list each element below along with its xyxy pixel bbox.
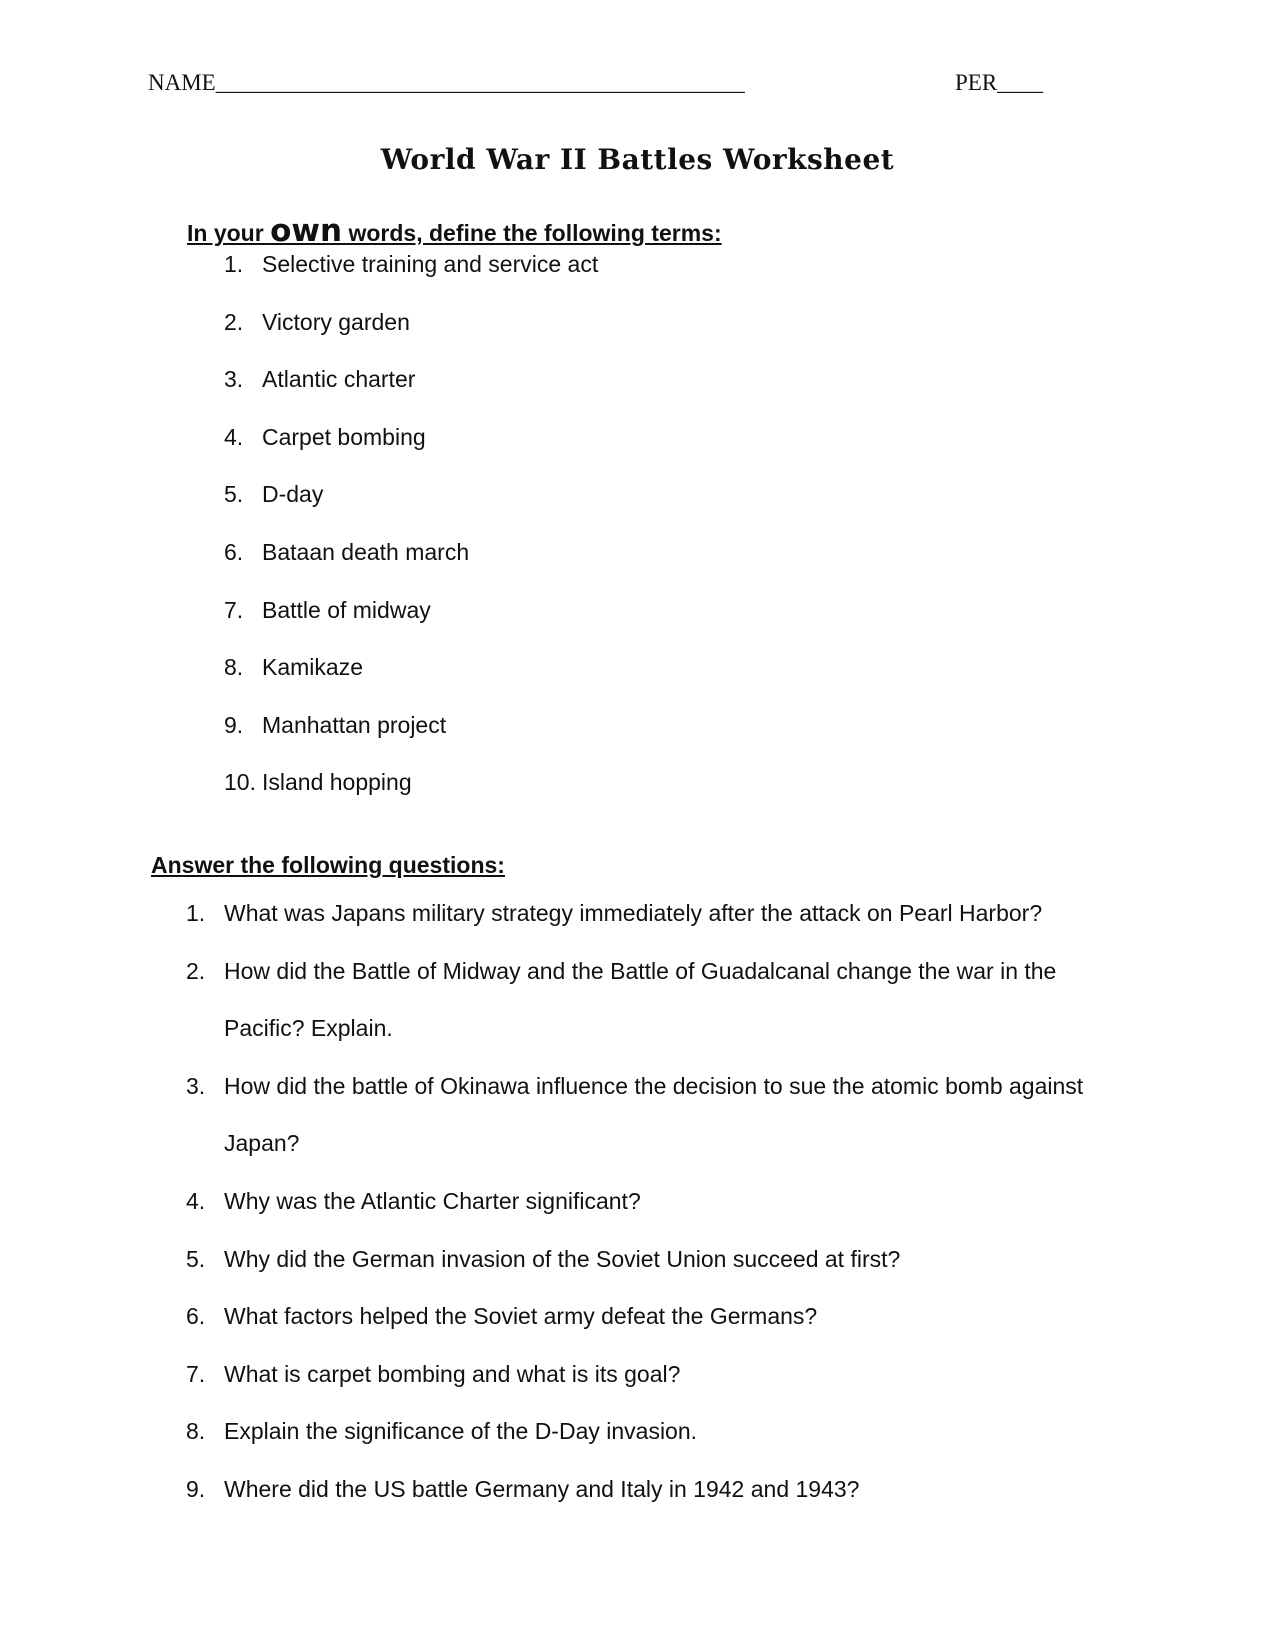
terms-heading-emphasis: own bbox=[270, 213, 343, 249]
period-field-label: PER____ bbox=[955, 70, 1044, 95]
question-item bbox=[186, 1403, 1094, 1461]
questions-list bbox=[186, 885, 1094, 1519]
term-text: D-day bbox=[262, 481, 324, 508]
question-item bbox=[186, 1346, 1094, 1404]
term-item bbox=[224, 309, 598, 367]
term-item bbox=[224, 712, 598, 770]
term-text: Selective training and service act bbox=[262, 251, 599, 277]
term-text: Victory garden bbox=[262, 308, 410, 335]
terms-heading bbox=[187, 213, 722, 249]
name-field-label: NAME______________________________________________ bbox=[148, 70, 745, 95]
question-number: 6. bbox=[186, 1303, 206, 1330]
questions-heading: Answer the following questions: bbox=[151, 852, 505, 878]
question-number: 1. bbox=[186, 900, 206, 926]
term-number: 8. bbox=[224, 654, 244, 681]
question-item bbox=[186, 943, 1094, 1058]
question-text: Why did the German invasion of the Soviet Union succeed at first? bbox=[224, 1245, 901, 1272]
term-number: 10. bbox=[224, 769, 256, 796]
term-text: Atlantic charter bbox=[262, 366, 416, 393]
term-item bbox=[224, 481, 598, 539]
question-text: Where did the US battle Germany and Italy in 1942 and 1943? bbox=[224, 1475, 860, 1502]
question-number: 7. bbox=[186, 1360, 206, 1387]
term-text: Battle of midway bbox=[262, 596, 431, 623]
term-item bbox=[224, 654, 598, 712]
question-number: 5. bbox=[186, 1245, 206, 1272]
question-number: 3. bbox=[186, 1072, 206, 1099]
question-item bbox=[186, 885, 1094, 943]
question-text: How did the Battle of Midway and the Battle of Guadalcanal change the war in the Pacific? Explain. bbox=[224, 957, 1057, 1042]
term-number: 5. bbox=[224, 481, 244, 508]
term-number: 3. bbox=[224, 366, 244, 393]
question-item bbox=[186, 1231, 1094, 1289]
question-text: What is carpet bombing and what is its goal? bbox=[224, 1360, 681, 1387]
page-title: World War II Battles Worksheet bbox=[380, 143, 895, 176]
term-text: Carpet bombing bbox=[262, 423, 426, 450]
question-item bbox=[186, 1461, 1094, 1519]
question-item bbox=[186, 1288, 1094, 1346]
question-item bbox=[186, 1173, 1094, 1231]
question-text: Explain the significance of the D-Day invasion. bbox=[224, 1418, 698, 1445]
term-text: Island hopping bbox=[262, 769, 412, 796]
term-text: Kamikaze bbox=[262, 654, 363, 681]
term-item bbox=[224, 251, 598, 309]
question-number: 4. bbox=[186, 1187, 206, 1214]
question-text: Why was the Atlantic Charter significant? bbox=[224, 1187, 641, 1214]
term-item bbox=[224, 366, 598, 424]
term-text: Manhattan project bbox=[262, 711, 447, 738]
term-item bbox=[224, 539, 598, 597]
terms-list bbox=[224, 251, 598, 827]
term-item bbox=[224, 769, 598, 827]
term-number: 4. bbox=[224, 423, 244, 450]
question-number: 2. bbox=[186, 957, 206, 984]
term-text: Bataan death march bbox=[262, 538, 470, 565]
term-number: 7. bbox=[224, 596, 244, 623]
question-item bbox=[186, 1058, 1094, 1173]
term-item bbox=[224, 424, 598, 482]
question-text: How did the battle of Okinawa influence the decision to sue the atomic bomb against Japan? bbox=[224, 1072, 1084, 1157]
term-item bbox=[224, 597, 598, 655]
question-text: What factors helped the Soviet army defeat the Germans? bbox=[224, 1303, 818, 1330]
terms-heading-post: words, define the following terms: bbox=[342, 220, 722, 246]
term-number: 6. bbox=[224, 538, 244, 565]
terms-heading-pre: In your bbox=[187, 220, 271, 246]
term-number: 9. bbox=[224, 711, 244, 738]
term-number: 1. bbox=[224, 251, 244, 277]
term-number: 2. bbox=[224, 308, 244, 335]
question-number: 8. bbox=[186, 1418, 206, 1445]
question-text: What was Japans military strategy immediately after the attack on Pearl Harbor? bbox=[224, 900, 1043, 926]
question-number: 9. bbox=[186, 1475, 206, 1502]
